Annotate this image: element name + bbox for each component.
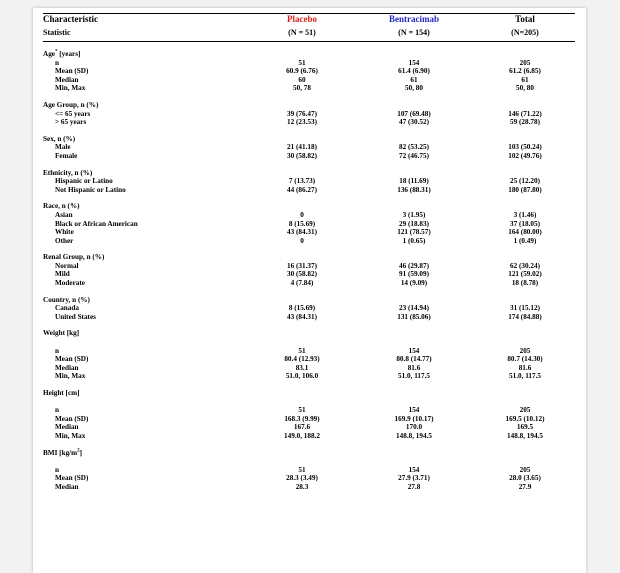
table-row bbox=[43, 483, 575, 492]
total-value: 61.2 (6.85) bbox=[509, 67, 541, 76]
bentracimab-value: 154 bbox=[408, 465, 420, 474]
section-title: Weight [kg] bbox=[43, 329, 80, 338]
placebo-value: 51.0, 106.0 bbox=[285, 372, 319, 381]
bentracimab-value: 1 (0.65) bbox=[402, 236, 426, 245]
row-label: Mild bbox=[55, 270, 70, 279]
section-header-row bbox=[43, 449, 575, 458]
table-row bbox=[43, 432, 575, 441]
row-label: Other bbox=[55, 236, 74, 245]
section-spacer bbox=[43, 245, 575, 253]
table-row bbox=[43, 152, 575, 161]
empty-cell bbox=[475, 449, 575, 458]
placebo-value: 83.1 bbox=[295, 363, 309, 372]
placebo-value: 51 bbox=[298, 58, 306, 67]
section-title bbox=[43, 50, 251, 59]
table-row bbox=[43, 279, 575, 288]
bentracimab-value: 121 (78.57) bbox=[397, 228, 431, 237]
bentracimab-value: 72 (46.75) bbox=[399, 151, 429, 160]
section-title-text: Age bbox=[43, 50, 55, 58]
placebo-value: 0 bbox=[300, 236, 304, 245]
section-header-row bbox=[43, 135, 575, 144]
table-row bbox=[43, 110, 575, 119]
section-title-text: ] bbox=[79, 448, 83, 457]
bentracimab-value: 169.9 (10.17) bbox=[394, 414, 434, 423]
placebo-value: 168.3 (9.99) bbox=[284, 414, 320, 423]
total-value: 81.6 bbox=[518, 363, 532, 372]
total-value: 18 (8.78) bbox=[511, 279, 539, 288]
bentracimab-value: 46 (29.87) bbox=[399, 261, 429, 270]
bentracimab-value: 80.8 (14.77) bbox=[396, 355, 432, 364]
empty-cell bbox=[353, 202, 475, 211]
bentracimab-value: 154 bbox=[408, 58, 420, 67]
bentracimab-value: 18 (11.69) bbox=[399, 177, 429, 186]
row-label: Min, Max bbox=[55, 431, 86, 440]
empty-cell bbox=[251, 169, 353, 178]
placebo-value: 8 (15.69) bbox=[288, 219, 316, 228]
row-label: Normal bbox=[55, 261, 79, 270]
section-title-text: [years] bbox=[57, 50, 81, 58]
section-title: Renal Group, n (%) bbox=[43, 253, 105, 262]
row-label: n bbox=[55, 406, 59, 415]
placebo-value: 12 (23.53) bbox=[287, 118, 317, 127]
row-label: Mean (SD) bbox=[55, 414, 89, 423]
placebo-value: 60 bbox=[298, 75, 306, 84]
table-row bbox=[43, 143, 575, 152]
row-label: Mean (SD) bbox=[55, 67, 89, 76]
empty-cell bbox=[353, 101, 475, 110]
table-row bbox=[43, 211, 575, 220]
section-title bbox=[43, 449, 251, 458]
section-header-row bbox=[43, 253, 575, 262]
header-bentracimab-n: (N = 154) bbox=[398, 28, 430, 37]
blank-cell bbox=[43, 338, 251, 347]
section-title: Height [cm] bbox=[43, 389, 80, 397]
row-label: > 65 years bbox=[55, 118, 87, 127]
table-row bbox=[43, 237, 575, 246]
row-label: Asian bbox=[55, 210, 73, 219]
demographics-table bbox=[43, 13, 575, 492]
placebo-value: 21 (41.18) bbox=[287, 143, 317, 152]
row-label: Hispanic or Latino bbox=[55, 177, 113, 186]
placebo-value: 0 bbox=[300, 210, 304, 219]
row-label: Male bbox=[55, 143, 71, 152]
header-total-n: (N=205) bbox=[511, 28, 539, 37]
empty-cell bbox=[251, 50, 353, 59]
bentracimab-value: 27.8 bbox=[407, 482, 421, 491]
empty-cell bbox=[475, 253, 575, 262]
table-body bbox=[43, 42, 575, 492]
total-value: 180 (87.80) bbox=[508, 185, 542, 194]
total-value: 25 (12.20) bbox=[510, 177, 540, 186]
section-title-superscript: 2 bbox=[77, 448, 80, 454]
section-header-row bbox=[43, 329, 575, 338]
blank-cell bbox=[43, 398, 251, 407]
bentracimab-value: 51.0, 117.5 bbox=[398, 372, 430, 381]
placebo-value: 16 (31.37) bbox=[287, 261, 317, 270]
empty-cell bbox=[251, 101, 353, 110]
row-label: United States bbox=[55, 312, 96, 321]
table-header bbox=[43, 14, 575, 42]
row-label: Median bbox=[55, 75, 79, 84]
table-row bbox=[43, 466, 575, 475]
row-label: Female bbox=[55, 151, 78, 160]
row-label: Canada bbox=[55, 304, 79, 313]
table-row bbox=[43, 177, 575, 186]
total-value: 61 bbox=[521, 75, 529, 84]
section-header-row bbox=[43, 389, 575, 398]
empty-cell bbox=[475, 202, 575, 211]
table-row bbox=[43, 67, 575, 76]
total-value: 205 bbox=[519, 465, 531, 474]
table-row bbox=[43, 118, 575, 127]
total-value: 102 (49.76) bbox=[508, 151, 542, 160]
placebo-value: 7 (13.73) bbox=[288, 177, 316, 186]
blank-row bbox=[43, 398, 575, 407]
total-value: 80.7 (14.30) bbox=[507, 355, 543, 364]
row-label: Min, Max bbox=[55, 372, 86, 381]
row-label: Median bbox=[55, 423, 79, 432]
section-title: Race, n (%) bbox=[43, 202, 80, 211]
table-row bbox=[43, 304, 575, 313]
empty-cell bbox=[251, 202, 353, 211]
empty-cell bbox=[353, 329, 475, 338]
empty-cell bbox=[251, 449, 353, 458]
row-label: <= 65 years bbox=[55, 109, 91, 118]
total-value: 51.0, 117.5 bbox=[509, 372, 541, 381]
bentracimab-value: 131 (85.06) bbox=[397, 312, 431, 321]
section-title: Age Group, n (%) bbox=[43, 100, 99, 109]
empty-cell bbox=[475, 389, 575, 398]
section-header-row bbox=[43, 50, 575, 59]
empty-cell bbox=[353, 338, 475, 347]
placebo-value: 4 (7.84) bbox=[290, 279, 314, 288]
placebo-value: 43 (84.31) bbox=[287, 228, 317, 237]
table-row bbox=[43, 59, 575, 68]
placebo-value: 80.4 (12.93) bbox=[284, 355, 320, 364]
row-label: Not Hispanic or Latino bbox=[55, 185, 126, 194]
empty-cell bbox=[251, 457, 353, 466]
row-label: n bbox=[55, 465, 59, 474]
section-spacer bbox=[43, 42, 575, 51]
section-spacer bbox=[43, 194, 575, 202]
table-row bbox=[43, 372, 575, 381]
total-value: 31 (15.12) bbox=[510, 304, 540, 313]
section-spacer bbox=[43, 93, 575, 101]
bentracimab-value: 107 (69.48) bbox=[397, 109, 431, 118]
placebo-value: 51 bbox=[298, 406, 306, 415]
table-row bbox=[43, 347, 575, 356]
section-header-row bbox=[43, 296, 575, 305]
empty-cell bbox=[251, 389, 353, 398]
total-value: 62 (30.24) bbox=[510, 261, 540, 270]
bentracimab-value: 154 bbox=[408, 346, 420, 355]
total-value: 205 bbox=[519, 406, 531, 415]
total-value: 103 (50.24) bbox=[508, 143, 542, 152]
empty-cell bbox=[475, 50, 575, 59]
total-value: 146 (71.22) bbox=[508, 109, 542, 118]
empty-cell bbox=[353, 50, 475, 59]
section-spacer bbox=[43, 127, 575, 135]
empty-cell bbox=[251, 135, 353, 144]
empty-cell bbox=[475, 457, 575, 466]
section-spacer bbox=[43, 381, 575, 389]
row-label: Median bbox=[55, 482, 79, 491]
bentracimab-value: 14 (9.09) bbox=[400, 279, 428, 288]
header-characteristic: Characteristic bbox=[43, 14, 98, 24]
table-row bbox=[43, 84, 575, 93]
total-value: 148.8, 194.5 bbox=[507, 431, 543, 440]
header-placebo-n: (N = 51) bbox=[288, 28, 316, 37]
placebo-value: 39 (76.47) bbox=[287, 109, 317, 118]
empty-cell bbox=[475, 101, 575, 110]
placebo-value: 43 (84.31) bbox=[287, 312, 317, 321]
table-row bbox=[43, 270, 575, 279]
placebo-value: 51 bbox=[298, 346, 306, 355]
placebo-value: 30 (58.82) bbox=[287, 151, 317, 160]
blank-row bbox=[43, 338, 575, 347]
placebo-value: 28.3 (3.49) bbox=[286, 474, 318, 483]
placebo-value: 50, 78 bbox=[293, 84, 311, 93]
empty-cell bbox=[251, 398, 353, 407]
section-title-text: BMI [kg/m bbox=[43, 448, 78, 457]
empty-cell bbox=[353, 398, 475, 407]
total-value: 3 (1.46) bbox=[513, 210, 537, 219]
empty-cell bbox=[251, 338, 353, 347]
blank-row bbox=[43, 457, 575, 466]
row-label: Min, Max bbox=[55, 84, 86, 93]
table-row bbox=[43, 76, 575, 85]
total-value: 174 (84.88) bbox=[508, 312, 542, 321]
table-row bbox=[43, 186, 575, 195]
section-title: Ethnicity, n (%) bbox=[43, 168, 93, 177]
row-label: Mean (SD) bbox=[55, 474, 89, 483]
section-spacer bbox=[43, 161, 575, 169]
header-bentracimab: Bentracimab bbox=[389, 14, 439, 24]
placebo-value: 51 bbox=[298, 465, 306, 474]
section-title: Country, n (%) bbox=[43, 295, 90, 304]
empty-cell bbox=[353, 135, 475, 144]
table-row bbox=[43, 415, 575, 424]
section-title: Sex, n (%) bbox=[43, 134, 76, 143]
table-row bbox=[43, 364, 575, 373]
total-value: 28.0 (3.65) bbox=[509, 474, 541, 483]
bentracimab-value: 154 bbox=[408, 406, 420, 415]
empty-cell bbox=[353, 457, 475, 466]
empty-cell bbox=[475, 135, 575, 144]
section-header-row bbox=[43, 202, 575, 211]
bentracimab-value: 136 (88.31) bbox=[397, 185, 431, 194]
bentracimab-value: 81.6 bbox=[407, 363, 421, 372]
bentracimab-value: 23 (14.94) bbox=[399, 304, 429, 313]
empty-cell bbox=[475, 169, 575, 178]
row-label: n bbox=[55, 346, 59, 355]
table-row bbox=[43, 423, 575, 432]
total-value: 37 (18.05) bbox=[510, 219, 540, 228]
section-title-superscript: * bbox=[54, 49, 58, 55]
table-row bbox=[43, 313, 575, 322]
empty-cell bbox=[475, 338, 575, 347]
placebo-value: 8 (15.69) bbox=[288, 304, 316, 313]
total-value: 1 (0.49) bbox=[513, 236, 537, 245]
placebo-value: 28.3 bbox=[295, 482, 309, 491]
total-value: 59 (28.78) bbox=[510, 118, 540, 127]
bentracimab-value: 47 (30.52) bbox=[399, 118, 429, 127]
section-header-row bbox=[43, 101, 575, 110]
bentracimab-value: 29 (18.83) bbox=[399, 219, 429, 228]
total-value: 205 bbox=[519, 58, 531, 67]
bentracimab-value: 82 (53.25) bbox=[399, 143, 429, 152]
header-total: Total bbox=[515, 14, 535, 24]
total-value: 169.5 bbox=[516, 423, 534, 432]
bentracimab-value: 50, 80 bbox=[405, 84, 423, 93]
table-row bbox=[43, 474, 575, 483]
empty-cell bbox=[475, 329, 575, 338]
placebo-value: 30 (58.82) bbox=[287, 270, 317, 279]
table-row bbox=[43, 355, 575, 364]
total-value: 121 (59.02) bbox=[508, 270, 542, 279]
placebo-value: 44 (86.27) bbox=[287, 185, 317, 194]
bentracimab-value: 3 (1.95) bbox=[402, 210, 426, 219]
total-value: 169.5 (10.12) bbox=[505, 414, 545, 423]
document-page bbox=[33, 8, 586, 573]
bentracimab-value: 61 bbox=[410, 75, 418, 84]
table-row bbox=[43, 406, 575, 415]
section-spacer bbox=[43, 321, 575, 329]
empty-cell bbox=[353, 389, 475, 398]
table-row bbox=[43, 262, 575, 271]
section-header-row bbox=[43, 169, 575, 178]
empty-cell bbox=[353, 296, 475, 305]
bentracimab-value: 91 (59.09) bbox=[399, 270, 429, 279]
row-label: White bbox=[55, 228, 74, 237]
total-value: 50, 80 bbox=[516, 84, 534, 93]
bentracimab-value: 170.0 bbox=[405, 423, 423, 432]
section-spacer bbox=[43, 288, 575, 296]
placebo-value: 60.9 (6.76) bbox=[286, 67, 318, 76]
row-label: Median bbox=[55, 363, 79, 372]
row-label: Moderate bbox=[55, 279, 85, 288]
empty-cell bbox=[353, 449, 475, 458]
row-label: n bbox=[55, 58, 59, 67]
empty-cell bbox=[475, 398, 575, 407]
placebo-value: 167.6 bbox=[293, 423, 311, 432]
blank-cell bbox=[43, 457, 251, 466]
section-spacer bbox=[43, 441, 575, 449]
empty-cell bbox=[475, 296, 575, 305]
table-row bbox=[43, 228, 575, 237]
header-statistic: Statistic bbox=[43, 28, 71, 37]
row-label: Black or African American bbox=[55, 219, 138, 228]
placebo-value: 149.0, 188.2 bbox=[284, 431, 320, 440]
bentracimab-value: 148.8, 194.5 bbox=[396, 431, 432, 440]
header-placebo: Placebo bbox=[287, 14, 317, 24]
empty-cell bbox=[353, 253, 475, 262]
empty-cell bbox=[353, 169, 475, 178]
bentracimab-value: 27.9 (3.71) bbox=[398, 474, 430, 483]
empty-cell bbox=[251, 296, 353, 305]
empty-cell bbox=[251, 329, 353, 338]
row-label: Mean (SD) bbox=[55, 355, 89, 364]
table-row bbox=[43, 220, 575, 229]
total-value: 27.9 bbox=[518, 482, 532, 491]
bentracimab-value: 61.4 (6.90) bbox=[398, 67, 430, 76]
total-value: 164 (80.00) bbox=[508, 228, 542, 237]
total-value: 205 bbox=[519, 346, 531, 355]
empty-cell bbox=[251, 253, 353, 262]
